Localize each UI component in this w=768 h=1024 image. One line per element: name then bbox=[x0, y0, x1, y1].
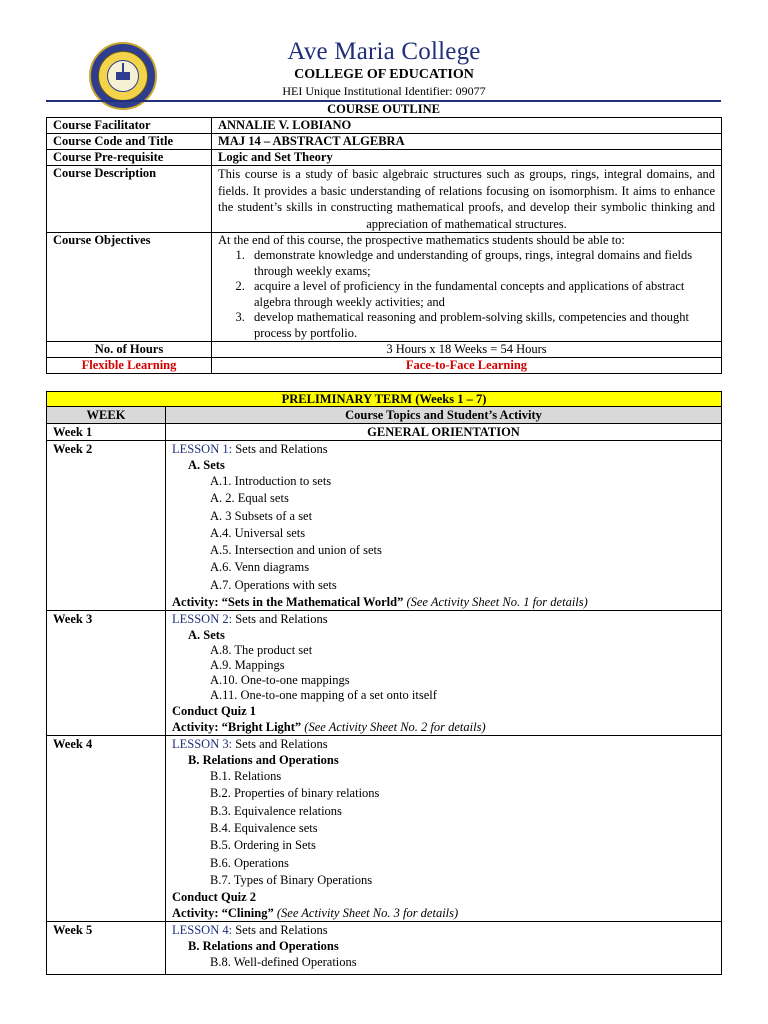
activity-line bbox=[172, 905, 715, 921]
lesson-heading bbox=[172, 441, 715, 457]
topic-item: B.4. Equivalence sets bbox=[210, 820, 318, 835]
activity-line bbox=[172, 594, 715, 610]
lesson-heading bbox=[172, 922, 715, 938]
objective-item: 1. demonstrate knowledge and understanding of groups, rings, integral domains and fields through weekly exams; bbox=[248, 248, 715, 279]
topic-item: A.4. Universal sets bbox=[210, 525, 306, 540]
table-row bbox=[47, 611, 722, 736]
lesson-number: LESSON 1: bbox=[172, 442, 233, 456]
course-code-label: Course Code and Title bbox=[47, 134, 212, 150]
college-name: Ave Maria College bbox=[287, 38, 481, 65]
section-heading: A. Sets bbox=[188, 628, 225, 643]
week-label: Week 5 bbox=[47, 922, 166, 975]
week-column-header: WEEK bbox=[47, 407, 166, 424]
lessons-table bbox=[46, 406, 722, 975]
section-heading: A. Sets bbox=[188, 458, 225, 472]
topic-item: A.6. Venn diagrams bbox=[210, 560, 310, 575]
department-name: COLLEGE OF EDUCATION bbox=[294, 67, 474, 82]
topic-item: A.7. Operations with sets bbox=[210, 577, 337, 592]
topic-item: B.6. Operations bbox=[210, 855, 289, 870]
topic-item: A.10. One-to-one mappings bbox=[210, 673, 350, 688]
lesson-number: LESSON 3: bbox=[172, 737, 233, 752]
course-code-value: MAJ 14 – ABSTRACT ALGEBRA bbox=[212, 134, 722, 150]
quiz-line: Conduct Quiz 2 bbox=[172, 890, 257, 905]
table-row bbox=[47, 441, 722, 611]
table-row bbox=[47, 736, 722, 922]
course-objectives bbox=[212, 233, 722, 342]
objectives-list bbox=[218, 248, 715, 341]
topic-item: A.1. Introduction to sets bbox=[210, 474, 332, 488]
description-label: Course Description bbox=[47, 166, 212, 233]
objectives-intro: At the end of this course, the prospective mathematics students should be able to: bbox=[218, 233, 625, 247]
topic-item: B.3. Equivalence relations bbox=[210, 803, 342, 818]
activity-title: Activity: “Bright Light” bbox=[172, 720, 302, 735]
lesson-cell bbox=[166, 611, 722, 736]
week-label: Week 3 bbox=[47, 611, 166, 736]
week-label: Week 2 bbox=[47, 441, 166, 611]
topic-item: A.9. Mappings bbox=[210, 658, 285, 673]
topic-item: B.7. Types of Binary Operations bbox=[210, 872, 373, 887]
preliminary-term-banner: PRELIMINARY TERM (Weeks 1 – 7) bbox=[46, 391, 722, 407]
lesson-cell bbox=[166, 441, 722, 611]
hours-value: 3 Hours x 18 Weeks = 54 Hours bbox=[212, 342, 722, 358]
face-to-face-label: Face-to-Face Learning bbox=[212, 358, 722, 374]
objectives-label: Course Objectives bbox=[47, 233, 212, 342]
lesson-subtitle: Sets and Relations bbox=[235, 923, 328, 938]
facilitator-value: ANNALIE V. LOBIANO bbox=[212, 118, 722, 134]
flexible-learning-label: Flexible Learning bbox=[47, 358, 212, 374]
course-description: This course is a study of basic algebraic structures such as groups, rings, integral domains, and fields. It provides a basic understanding of relations focusing on isomorphism. It aims to enhance the student’s skills in constructing mathematical proofs, and develop their symbolic thinking and appreciation of mathematical structures. bbox=[212, 166, 722, 233]
table-row bbox=[47, 424, 722, 441]
document-header bbox=[0, 38, 768, 100]
lesson-number: LESSON 4: bbox=[172, 923, 233, 938]
activity-title: Activity: “Sets in the Mathematical World” bbox=[172, 595, 404, 610]
lesson-subtitle: Sets and Relations bbox=[235, 737, 328, 752]
topic-item: A.5. Intersection and union of sets bbox=[210, 543, 382, 558]
topics-column-header: Course Topics and Student’s Activity bbox=[166, 407, 722, 424]
topic-item: B.2. Properties of binary relations bbox=[210, 786, 380, 801]
lesson-subtitle: Sets and Relations bbox=[235, 612, 328, 627]
hours-label: No. of Hours bbox=[47, 342, 212, 358]
lesson-heading bbox=[172, 611, 715, 627]
topic-item: B.5. Ordering in Sets bbox=[210, 838, 316, 853]
lesson-heading bbox=[172, 736, 715, 752]
week-label: Week 4 bbox=[47, 736, 166, 922]
week-label: Week 1 bbox=[47, 424, 166, 441]
prerequisite-label: Course Pre-requisite bbox=[47, 150, 212, 166]
topic-item: B.8. Well-defined Operations bbox=[210, 955, 357, 970]
activity-note: (See Activity Sheet No. 2 for details) bbox=[304, 720, 486, 735]
general-orientation: GENERAL ORIENTATION bbox=[166, 424, 722, 441]
prerequisite-value: Logic and Set Theory bbox=[212, 150, 722, 166]
activity-note: (See Activity Sheet No. 3 for details) bbox=[276, 906, 459, 921]
lesson-number: LESSON 2: bbox=[172, 612, 233, 627]
section-heading: B. Relations and Operations bbox=[188, 753, 339, 768]
lesson-cell bbox=[166, 736, 722, 922]
quiz-line: Conduct Quiz 1 bbox=[172, 704, 257, 719]
topic-item: A.8. The product set bbox=[210, 643, 313, 658]
topic-item: B.1. Relations bbox=[210, 769, 282, 784]
activity-line bbox=[172, 719, 715, 735]
section-heading: B. Relations and Operations bbox=[188, 939, 339, 954]
hei-identifier: HEI Unique Institutional Identifier: 09077 bbox=[282, 84, 486, 98]
course-info-table bbox=[46, 117, 722, 374]
topic-item: A.11. One-to-one mapping of a set onto itself bbox=[210, 688, 437, 703]
objective-item: 3. develop mathematical reasoning and problem-solving skills, competencies and thought process by portfolio. bbox=[248, 310, 715, 341]
activity-note: (See Activity Sheet No. 1 for details) bbox=[406, 595, 588, 610]
topic-item: A. 2. Equal sets bbox=[210, 491, 289, 506]
facilitator-label: Course Facilitator bbox=[47, 118, 212, 134]
objective-item: 2. acquire a level of proficiency in the fundamental concepts and applications of abstract algebra through weekly activities; and bbox=[248, 279, 715, 310]
topic-item: A. 3 Subsets of a set bbox=[210, 508, 313, 523]
activity-title: Activity: “Clining” bbox=[172, 906, 274, 921]
lesson-cell bbox=[166, 922, 722, 975]
lesson-subtitle: Sets and Relations bbox=[235, 442, 328, 456]
document-title: COURSE OUTLINE bbox=[327, 102, 440, 116]
table-row bbox=[47, 922, 722, 975]
